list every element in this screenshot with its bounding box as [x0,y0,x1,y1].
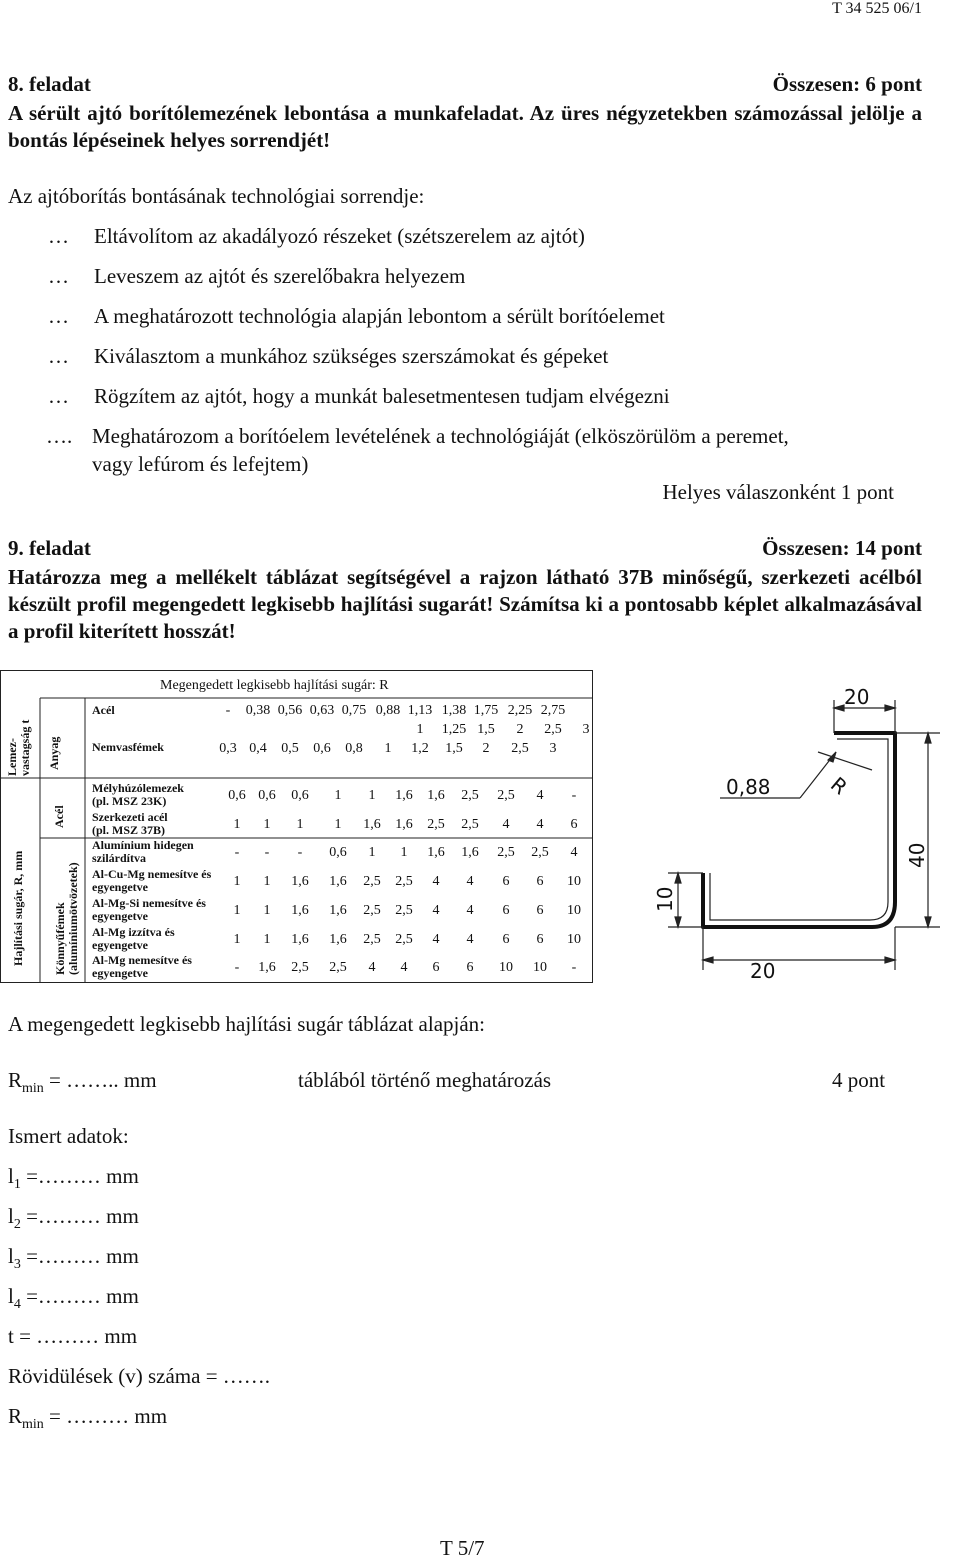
side-label-radius: Hajlítási sugár, R, mm [11,850,25,966]
table-cell: 4 [466,874,474,890]
l1-field[interactable]: $l_1$ =……… mm [8,1164,139,1193]
table-cell: 1 [233,931,241,947]
table-cell: 1 [416,722,424,737]
side-label-material: Anyag [47,736,61,770]
table-cell: 4 [536,816,544,832]
table-cell: 2,5 [497,845,515,861]
material-label: Al-Cu-Mg nemesítve és egyengetve [92,867,212,895]
table-cell: 4 [466,902,474,918]
step-2-mark[interactable]: … [48,264,69,288]
dim-radius: R [826,772,853,800]
dim-bottom: 20 [750,959,776,983]
table-cell: - [297,845,303,861]
table-cell: 1,6 [427,845,445,861]
table-cell: - [571,788,577,803]
material-label: Szerkezeti acél (pl. MSZ 37B) [92,809,168,837]
table-cell: 1,6 [258,960,276,976]
table-cell: - [264,845,270,861]
table-cell: 1,6 [395,816,413,832]
table-cell: 2,5 [291,960,309,976]
table-cell: 1,6 [291,931,309,947]
table-cell: 1 [233,816,241,832]
bend-radius-table [0,670,593,983]
table-cell: 2,5 [461,788,479,803]
table-cell: 4 [502,816,510,832]
page-code: T 34 525 06/1 [832,0,922,17]
task8-scoring: Helyes válaszonként 1 pont [662,480,894,504]
table-cell: - [234,960,240,976]
table-cell: - [571,960,577,976]
table-cell: 2,5 [329,960,347,976]
table-cell: 2 [516,722,524,737]
material-label: Mélyhúzólemezek (pl. MSZ 23K) [92,781,184,808]
table-cell: 0,75 [341,703,367,718]
material-label: Alumínium hidegen szilárdítva [92,838,194,866]
table-cell: 1,2 [411,741,429,756]
table-cell: 1 [384,741,392,756]
table-cell: 4 [368,960,376,976]
table-cell: 10 [567,874,581,890]
table-cell: 0,38 [245,703,271,718]
material-label: Al-Mg nemesítve és egyengetve [92,953,192,981]
table-cell: 4 [432,902,440,918]
table-cell: 1 [296,816,304,832]
task9-instruction: Határozza meg a mellékelt táblázat segítségével a rajzon látható 37B minőségű, szerkezeti acélból készült profil megengedett legkisebb hajlítási sugarát! Számítsa ki a pontosabb képlet alkalmazásával a profil kiterített hosszát! [8,565,922,643]
table-cell: 1,5 [445,741,463,756]
table-caption: Megengedett legkisebb hajlítási sugár: R [160,678,389,693]
task8-intro: Az ajtóborítás bontásának technológiai sorrendje: [8,184,425,208]
table-cell: 0,6 [228,788,246,803]
table-cell: 2,5 [427,816,445,832]
table-cell: 0,56 [277,703,303,718]
table-cell: 2,5 [395,931,413,947]
table-cell: 2,5 [395,874,413,890]
table-cell: 0,6 [313,741,331,756]
step-5-mark[interactable]: … [48,384,69,408]
table-cell: 0,88 [375,703,401,718]
table-cell: 1,25 [441,722,467,737]
table-cell: 6 [536,902,544,918]
table-cell: 1,6 [395,788,413,803]
table-cell: 2,25 [507,703,533,718]
table-cell: 1,6 [461,845,479,861]
table-cell: 4 [536,788,544,803]
table-cell: 2,5 [363,874,381,890]
table-cell: 1,6 [427,788,445,803]
table-cell: 0,6 [258,788,276,803]
thick-row-steel-label: Acél [92,703,115,717]
table-cell: 1 [263,874,271,890]
step-3-mark[interactable]: … [48,304,69,328]
table-cell: - [234,845,240,861]
table-cell: 1,75 [473,703,499,718]
table-cell: 4 [570,845,578,861]
task8-instruction: A sérült ajtó borítólemezének lebontása a munkafeladat. Az üres négyzetekben számozással jelölje a bontás lépéseinek helyes sorrendjét! [8,101,922,152]
table-cell: 2 [482,741,490,756]
table-cell: 2,75 [540,703,566,718]
table-cell: 6 [432,960,440,976]
task8-title-row [8,72,922,97]
table-cell: 6 [502,902,510,918]
table-cell: 2,5 [395,902,413,918]
answer-heading: A megengedett legkisebb hajlítási sugár táblázat alapján: [8,1012,486,1036]
table-cell: 0,6 [329,845,347,861]
rmin-note: táblából történő meghatározás [298,1068,552,1092]
table-cell: 10 [499,960,513,976]
step-6-mark[interactable]: …. [46,424,73,448]
table-cell: 1 [368,788,376,803]
table-cell: 1,6 [291,874,309,890]
rmin-result-field[interactable]: $R_{min}$ = ……… mm [8,1404,168,1433]
task9-points: Összesen: 14 pont [762,536,922,560]
dim-thickness: 0,88 [726,775,771,799]
table-cell: 0,5 [281,741,299,756]
table-cell: 1 [263,816,271,832]
table-cell: 2,5 [511,741,529,756]
dim-left: 10 [653,886,677,912]
table-cell: 1 [263,902,271,918]
table-cell: - [225,703,231,718]
table-cell: 1 [334,788,342,803]
table-cell: 1,5 [477,722,495,737]
group-steel: Acél [52,805,66,828]
group-light-metals: Könnyűfémek (alumíniumötvözetek) [53,862,80,975]
task9-title: 9. feladat [8,536,91,560]
rmin-field[interactable]: $R_{min}$ = …….. mm [8,1068,157,1097]
table-cell: 6 [536,874,544,890]
table-cell: 6 [466,960,474,976]
table-cell: 1,6 [329,874,347,890]
page-number: T 5/7 [440,1536,485,1560]
dim-height: 40 [905,842,929,868]
table-cell: 0,8 [345,741,363,756]
table-cell: 1,38 [441,703,467,718]
table-cell: 3 [582,722,590,737]
table-cell: 2,5 [461,816,479,832]
table-cell: 2,5 [544,722,562,737]
table-cell: 6 [502,874,510,890]
table-cell: 4 [432,874,440,890]
table-cell: 3 [549,741,557,756]
material-label: Al-Mg-Si nemesítve és egyengetve [92,895,206,923]
table-cell: 6 [502,931,510,947]
table-cell: 6 [570,816,578,832]
table-cell: 2,5 [363,902,381,918]
table-cell: 2,5 [531,845,549,861]
table-cell: 10 [533,960,547,976]
shortening-count-field[interactable]: Rövidülések (v) száma = ……. [8,1364,271,1388]
table-cell: 0,63 [309,703,335,718]
table-cell: 1 [334,816,342,832]
table-cell: 1 [368,845,376,861]
table-cell: 4 [432,931,440,947]
step-1-mark[interactable]: … [48,224,69,248]
table-cell: 0,6 [291,788,309,803]
thick-row-nonferrous-label: Nemvasfémek [92,740,164,754]
table-cell: 1,6 [329,931,347,947]
table-cell: 1,6 [329,902,347,918]
step-4-mark[interactable]: … [48,344,69,368]
table-cell: 10 [567,931,581,947]
table-cell: 4 [400,960,408,976]
table-cell: 2,5 [497,788,515,803]
step-6-continued: vagy lefúrom és lefejtem) [92,452,309,476]
rmin-points: 4 pont [832,1068,886,1092]
material-label: Al-Mg izzítva és egyengetve [92,924,175,952]
table-cell: 1 [263,931,271,947]
l4-field[interactable]: $l_4$ =……… mm [8,1284,139,1313]
table-cell: 1,6 [291,902,309,918]
task9-title-row [8,536,922,561]
table-cell: 1 [233,874,241,890]
table-cell: 6 [536,931,544,947]
task8-title: 8. feladat [8,72,91,96]
table-cell: 1 [400,845,408,861]
t-field[interactable]: t = ……… mm [8,1324,138,1348]
table-cell: 2,5 [363,931,381,947]
dim-top: 20 [844,685,870,709]
side-label-thickness: Lemez- vastagság t [5,719,32,776]
table-cell: 10 [567,902,581,918]
known-data-heading: Ismert adatok: [8,1124,129,1148]
z-profile-drawing [640,680,940,990]
table-cell: 1,6 [363,816,381,832]
task8-points: Összesen: 6 pont [772,72,922,96]
table-cell: 4 [466,931,474,947]
table-cell: 0,4 [249,741,267,756]
table-cell: 0,3 [219,741,237,756]
l3-field[interactable]: $l_3$ =……… mm [8,1244,139,1273]
l2-field[interactable]: $l_2$ =……… mm [8,1204,139,1233]
table-cell: 1 [233,902,241,918]
table-cell: 1,13 [407,703,433,718]
